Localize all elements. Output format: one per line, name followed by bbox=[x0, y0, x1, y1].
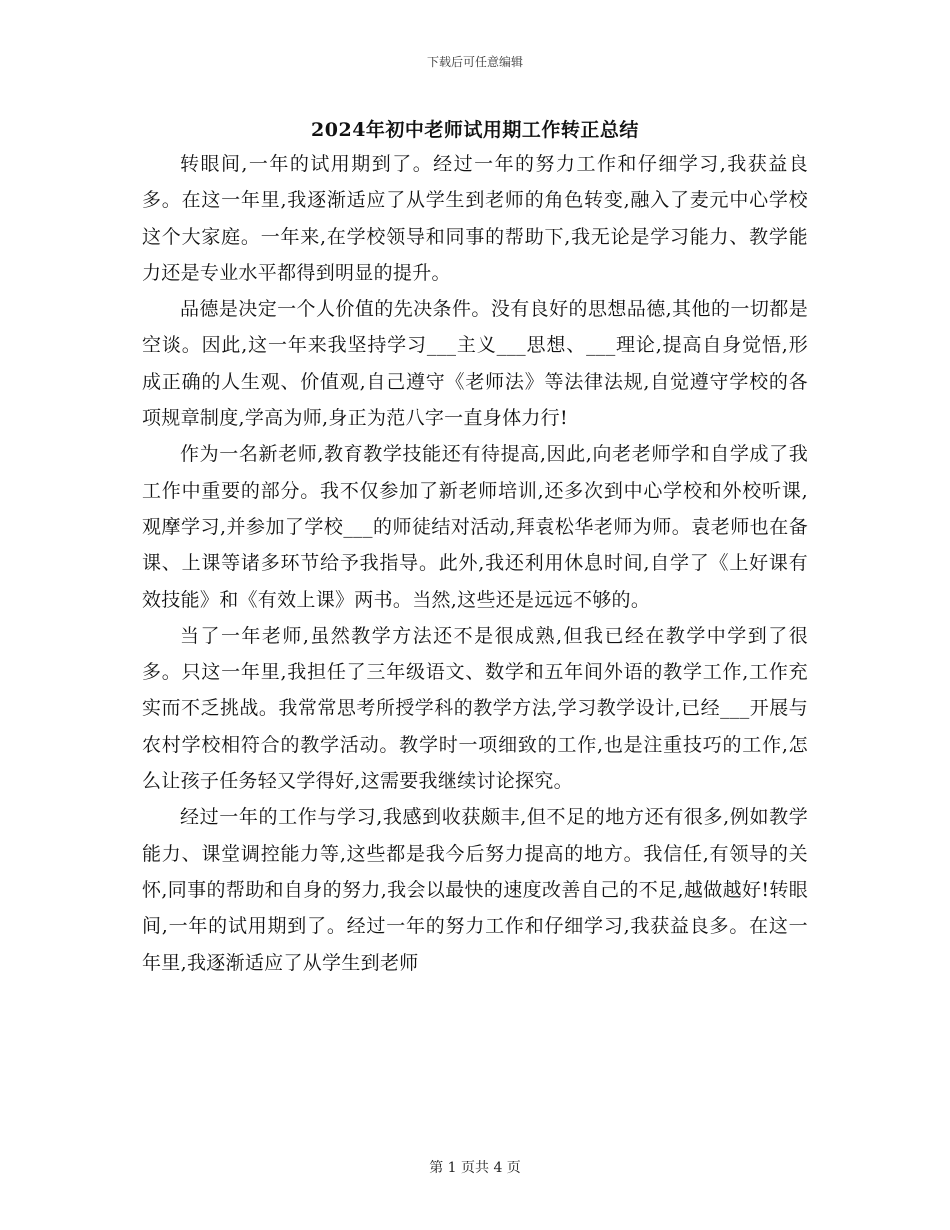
paragraph-2: 品德是决定一个人价值的先决条件。没有良好的思想品德,其他的一切都是空谈。因此,这一年来我坚持学习___主义___思想、___理论,提高自身觉悟,形成正确的人生观、价值观,自己遵守《老师法》等法律法规,自觉遵守学校的各项规章制度,学高为师,身正为范八字一直身体力行! bbox=[142, 298, 808, 430]
page-header-note: 下载后可任意编辑 bbox=[426, 55, 523, 69]
page-title: 2024年初中老师试用期工作转正总结 bbox=[311, 119, 639, 141]
page-number: 第 1 页共 4 页 bbox=[429, 1160, 521, 1176]
paragraph-5: 经过一年的工作与学习,我感到收获颇丰,但不足的地方还有很多,例如教学能力、课堂调控能力等,这些都是我今后努力提高的地方。我信任,有领导的关怀,同事的帮助和自身的努力,我会以最快的速度改善自己的不足,越做越好!转眼间,一年的试用期到了。经过一年的努力工作和仔细学习,我获益良多。在这一年里,我逐渐适应了从学生到老师 bbox=[142, 806, 808, 974]
paragraph-3: 作为一名新老师,教育教学技能还有待提高,因此,向老老师学和自学成了我工作中重要的部分。我不仅参加了新老师培训,还多次到中心学校和外校听课,观摩学习,并参加了学校___的师徒结对活动,拜袁松华老师为师。袁老师也在备课、上课等诸多环节给予我指导。此外,我还利用休息时间,自学了《上好课有效技能》和《有效上课》两书。当然,这些还是远远不够的。 bbox=[142, 443, 808, 611]
paragraph-4: 当了一年老师,虽然教学方法还不是很成熟,但我已经在教学中学到了很多。只这一年里,我担任了三年级语文、数学和五年间外语的教学工作,工作充实而不乏挑战。我常常思考所授学科的教学方法,学习教学设计,已经___开展与农村学校相符合的教学活动。教学时一项细致的工作,也是注重技巧的工作,怎么让孩子任务轻又学得好,这需要我继续讨论探究。 bbox=[142, 624, 808, 793]
document-body bbox=[142, 146, 808, 981]
paragraph-1: 转眼间,一年的试用期到了。经过一年的努力工作和仔细学习,我获益良多。在这一年里,我逐渐适应了从学生到老师的角色转变,融入了麦元中心学校这个大家庭。一年来,在学校领导和同事的帮助下,我无论是学习能力、教学能力还是专业水平都得到明显的提升。 bbox=[142, 153, 808, 284]
